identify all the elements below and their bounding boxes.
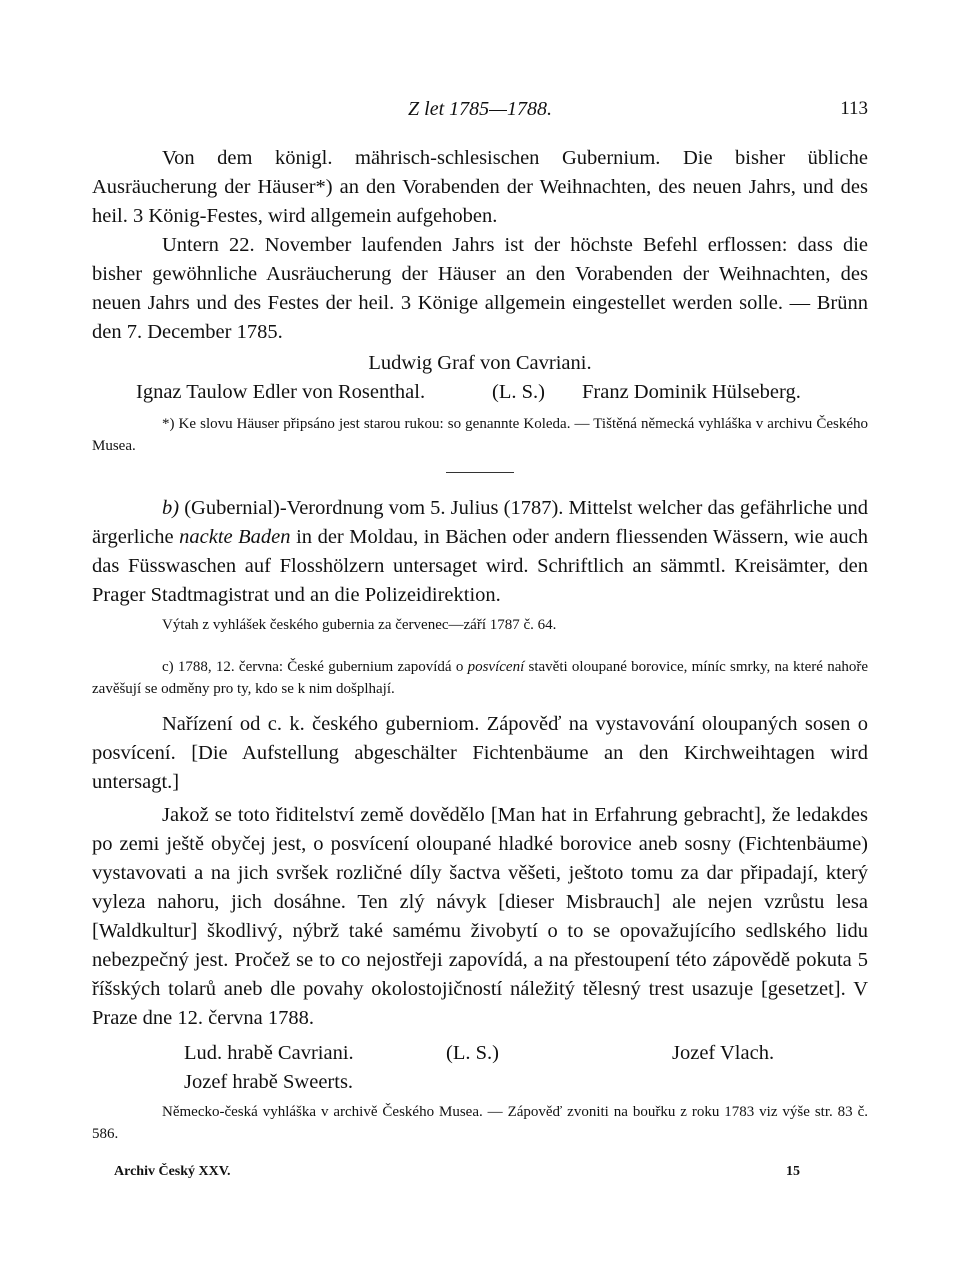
signature-row: [92, 378, 868, 407]
paragraph-jakoz: Jakož se toto řiditelství země dovědělo [Man hat in Erfahrung gebracht], že ledakdes po zemi ještě obyčej jest, o posvícení oloupané hladké borovice aneb sosny (Fichtenbäume) vystavovati a na jich svršek rozličné díly šactva věšeti, ještoto tomu za dar připadají, který vyleza nahoru, jich dosáhne. Ten zlý návyk [dieser Misbrauch] ale nejen vzrůstu lesa [Waldkultur] škodlivý, nýbrž také samému živobytí o to se opovažujícího sedlského lidu nebezpečný jest. Pročež se to co nejostřeji zapovídá, a na přestoupení této zápovědě pokuta 5 říšských tolarů aneb dle povahy okolostojičností náležitý tělesný trest usazuje [gesetzet]. V Praze dne 12. června 1788.: [92, 804, 868, 1029]
item-label: b): [162, 497, 180, 519]
signature-cavriani: Ludwig Graf von Cavriani.: [368, 352, 592, 374]
text-part-a: (Gubernial)-Verordnung vom 5. Julius (1787). Mittelst welcher das gefährliche und ärgerliche: [92, 497, 868, 548]
footer-volume: Archiv Český XXV.: [114, 1164, 231, 1179]
signature-vlach: Jozef Vlach.: [672, 1042, 775, 1064]
paragraph-narizeni: Nařízení od c. k. českého guberniom. Zápověď na vystavování oloupaných sosen o posvícení. [Die Aufstellung abgeschälter Fichtenbäume an den Kirchweihtagen wird untersagt.]: [92, 713, 868, 793]
paragraph-verordnung: [92, 494, 868, 610]
running-title: Z let 1785—1788.: [408, 98, 552, 120]
signature-sweerts: Jozef hrabě Sweerts.: [184, 1071, 354, 1093]
page-number: 113: [840, 98, 868, 119]
page-header: [92, 98, 868, 126]
paragraph-decree-body: Untern 22. November laufenden Jahrs ist der höchste Befehl erflossen: dass die bisher gewöhnliche Ausräucherung der Häuser an den Vorabenden der Weihnachten, des neuen Jahrs und des Festes der heil. 3 Könige allgemein eingestellet werden solle. — Brünn den 7. December 1785.: [92, 234, 868, 343]
signature-row-2: [92, 1039, 868, 1068]
signature-taulow: Ignaz Taulow Edler von Rosenthal.: [136, 381, 426, 403]
seal-mark-2: (L. S.): [446, 1042, 499, 1064]
signature-row-3: [92, 1068, 868, 1097]
seal-mark: (L. S.): [492, 381, 545, 403]
summary-italic: posvícení: [467, 659, 525, 675]
summary-c: [92, 656, 868, 700]
section-1: [92, 144, 868, 457]
section-divider: [446, 472, 514, 473]
section-2: [92, 494, 868, 636]
page-footer: [92, 1164, 868, 1186]
summary-part-a: c) 1788, 12. června: České gubernium zapovídá o: [162, 659, 468, 675]
footer-signature-number: 15: [786, 1164, 800, 1179]
text-part-b: in der Moldau, in Bächen oder andern fliessenden Wässern, wie auch das Füsswaschen auf Flosshölzern untersaget wird. Schriftlich an sämmtl. Kreisämter, den Prager Stadtmagistrat und an die Polizeidirektion.: [92, 526, 869, 606]
signature-huelseberg: Franz Dominik Hülseberg.: [582, 381, 801, 403]
footnote: *) Ke slovu Häuser připsáno jest starou rukou: so genannte Koleda. — Tištěná německá vyhláška v archivu Českého Musea.: [92, 416, 868, 454]
archive-note: Německo-česká vyhláška v archivě Českého Musea. — Zápověď zvoniti na bouřku z roku 1783 viz výše str. 83 č. 586.: [92, 1104, 868, 1142]
source-note: Výtah z vyhlášek českého gubernia za červenec—září 1787 č. 64.: [162, 617, 557, 633]
signature-lud-cavriani: Lud. hrabě Cavriani.: [184, 1042, 354, 1064]
text-italic: nackte Baden: [179, 526, 291, 548]
summary-part-b: stavěti oloupané borovice, míníc smrky, na které nahoře zavěšují se odměny pro ty, kdo se k nim došplhají.: [92, 659, 869, 697]
section-3: [92, 656, 868, 1145]
paragraph-decree-heading: Von dem königl. mährisch-schlesischen Gubernium. Die bisher übliche Ausräucherung der Häuser*) an den Vorabenden der Weihnachten, des neuen Jahrs, und des heil. 3 König-Festes, wird allgemein aufgehoben.: [92, 147, 868, 227]
